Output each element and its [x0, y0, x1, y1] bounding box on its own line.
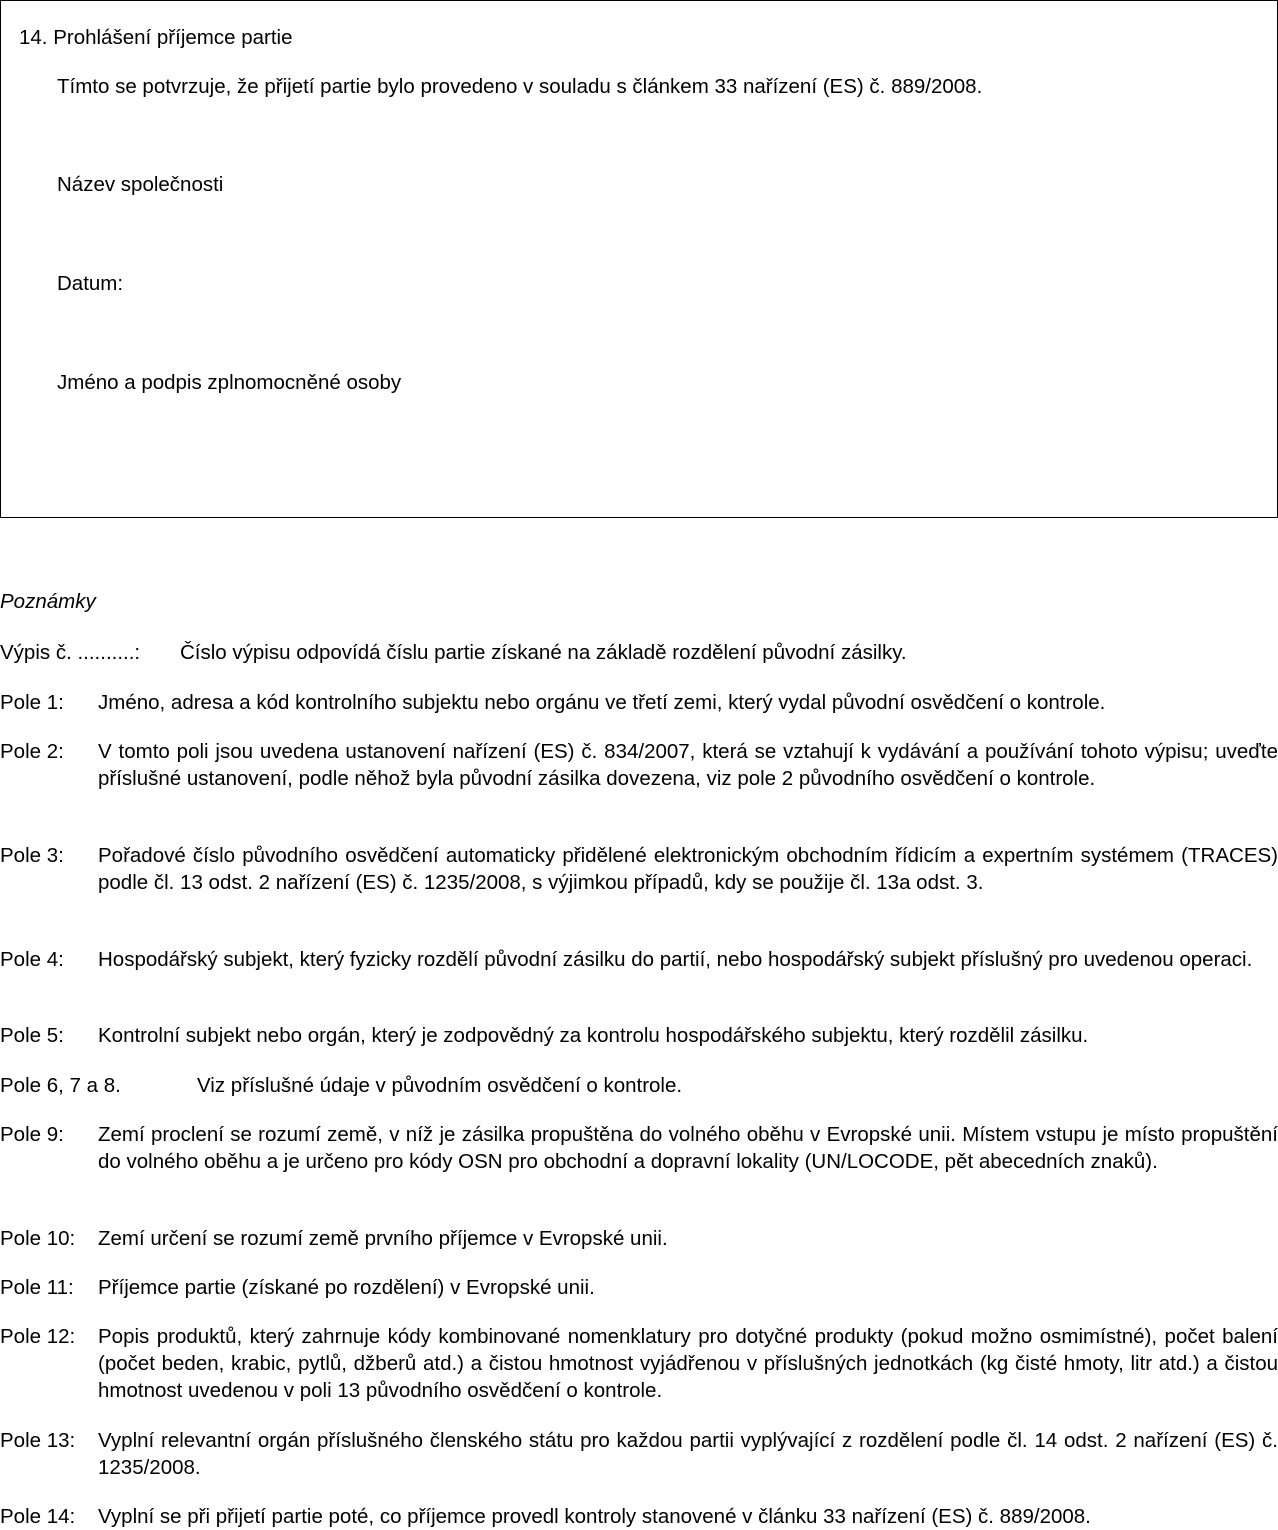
note-label: Pole 11: [0, 1276, 74, 1299]
note-text: V tomto poli jsou uvedena ustanovení nařízení (ES) č. 834/2007, která se vztahují k vydávání a používání tohoto výpisu; uveďte příslušné ustanovení, podle něhož byla původní zásilka dovezena, viz pole 2 původního osvědčení o kontrole. [98, 740, 1278, 790]
note-field-9 [0, 1121, 1278, 1175]
note-label: Pole 13: [0, 1429, 76, 1452]
extract-label: Výpis č. ..........: [0, 641, 141, 664]
note-text: Vyplní se při přijetí partie poté, co příjemce provedl kontroly stanovené v článku 33 nařízení (ES) č. 889/2008. [98, 1505, 1091, 1528]
note-field-10 [0, 1225, 1278, 1252]
note-label: Pole 1: [0, 691, 64, 714]
note-text: Popis produktů, který zahrnuje kódy kombinované nomenklatury pro dotyčné produkty (pokud možno osmimístné), počet balení (počet beden, krabic, pytlů, džberů atd.) a čistou hmotnost vyjádřenou v příslušných jednotkách (kg čisté hmoty, litr atd.) a čistou hmotnost uvedenou v poli 13 původního osvědčení o kontrole. [98, 1325, 1278, 1402]
note-text: Vyplní relevantní orgán příslušného členského státu pro každou partii vyplývající z rozdělení podle čl. 14 odst. 2 nařízení (ES) č. 1235/2008. [98, 1429, 1278, 1479]
note-label: Pole 4: [0, 948, 64, 971]
declaration-title: 14. Prohlášení příjemce partie [19, 26, 293, 49]
note-label: Pole 3: [0, 844, 64, 867]
note-field-11 [0, 1274, 1278, 1301]
extract-text: Číslo výpisu odpovídá číslu partie získané na základě rozdělení původní zásilky. [180, 641, 907, 664]
note-field-4 [0, 946, 1278, 973]
note-field-3 [0, 842, 1278, 896]
extract-note [0, 641, 907, 665]
note-text: Jméno, adresa a kód kontrolního subjektu nebo orgánu ve třetí zemi, který vydal původní osvědčení o kontrole. [98, 691, 1106, 714]
company-name-label: Název společnosti [57, 173, 224, 196]
note-label: Pole 5: [0, 1024, 64, 1047]
note-field-1 [0, 689, 1278, 716]
note-label: Pole 6, 7 a 8. [0, 1074, 121, 1097]
signature-label: Jméno a podpis zplnomocněné osoby [57, 371, 402, 394]
note-field-13 [0, 1427, 1278, 1481]
declaration-statement: Tímto se potvrzuje, že přijetí partie bylo provedeno v souladu s článkem 33 nařízení (ES) č. 889/2008. [57, 75, 983, 98]
note-text: Příjemce partie (získané po rozdělení) v Evropské unii. [98, 1276, 595, 1299]
note-text: Pořadové číslo původního osvědčení automaticky přidělené elektronickým obchodním řídicím a expertním systémem (TRACES) podle čl. 13 odst. 2 nařízení (ES) č. 1235/2008, s výjimkou případů, kdy se použije čl. 13a odst. 3. [98, 844, 1278, 894]
note-text: Zemí proclení se rozumí země, v níž je zásilka propuštěna do volného oběhu v Evropské unii. Místem vstupu je místo propuštění do volného oběhu a je určeno pro kódy OSN pro obchodní a dopravní lokality (UN/LOCODE, pět abecedních znaků). [98, 1123, 1278, 1173]
note-text: Kontrolní subjekt nebo orgán, který je zodpovědný za kontrolu hospodářského subjektu, který rozdělil zásilku. [98, 1024, 1089, 1047]
notes-heading: Poznámky [0, 590, 96, 613]
note-text: Hospodářský subjekt, který fyzicky rozdělí původní zásilku do partií, nebo hospodářský subjekt příslušný pro uvedenou operaci. [98, 948, 1253, 971]
note-label: Pole 10: [0, 1227, 76, 1250]
note-field-6-7-8 [0, 1072, 1278, 1099]
note-label: Pole 9: [0, 1123, 64, 1146]
note-field-2 [0, 738, 1278, 792]
note-label: Pole 12: [0, 1325, 76, 1348]
consignee-declaration-box [0, 0, 1278, 518]
date-label: Datum: [57, 272, 124, 295]
note-text: Viz příslušné údaje v původním osvědčení o kontrole. [197, 1074, 683, 1097]
note-text: Zemí určení se rozumí země prvního příjemce v Evropské unii. [98, 1227, 668, 1250]
note-field-14 [0, 1503, 1278, 1530]
note-field-5 [0, 1022, 1278, 1049]
note-field-12 [0, 1323, 1278, 1404]
note-label: Pole 14: [0, 1505, 76, 1528]
note-label: Pole 2: [0, 740, 64, 763]
